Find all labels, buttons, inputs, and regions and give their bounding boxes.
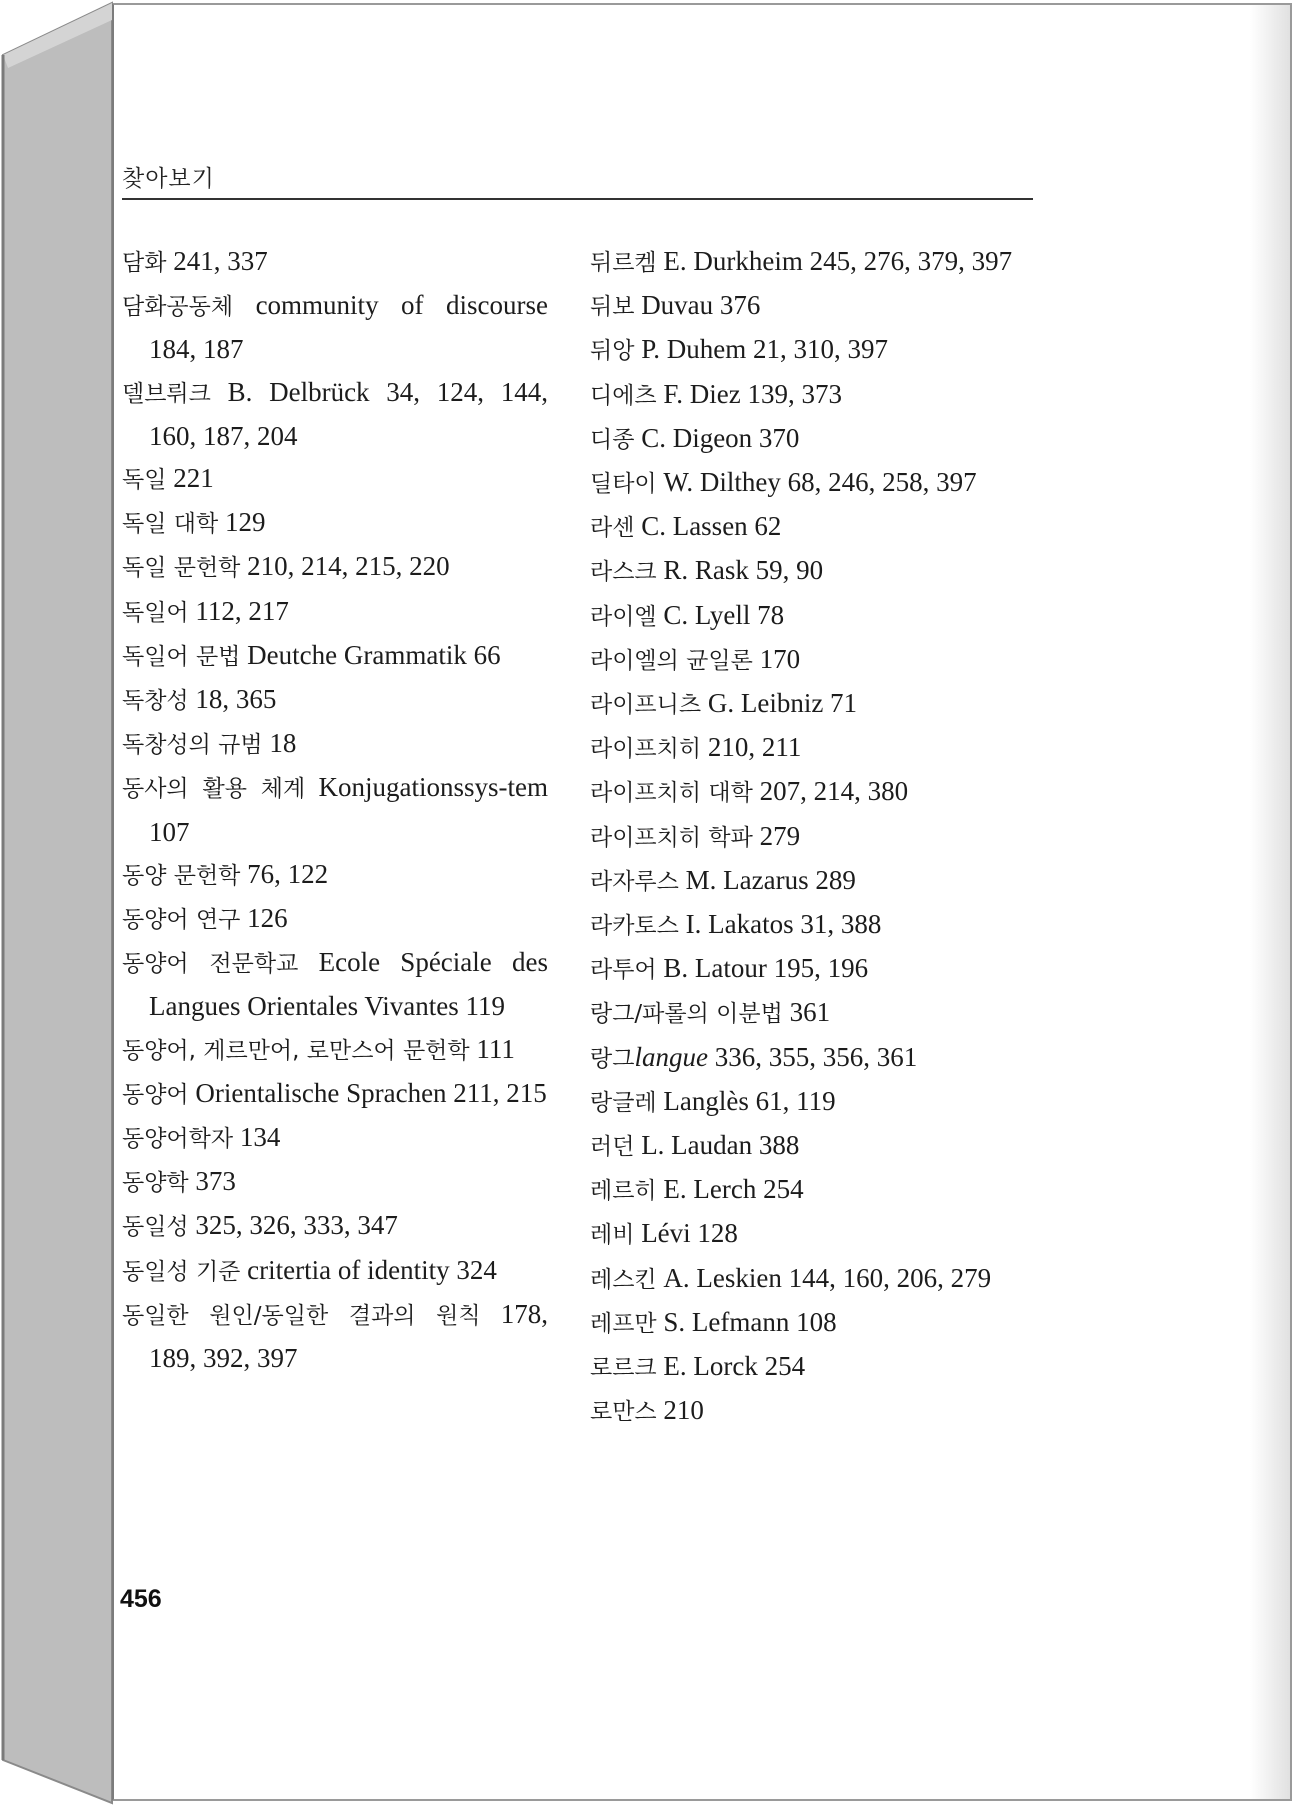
index-term-korean: 디에츠	[590, 382, 657, 409]
index-entry	[590, 328, 1037, 372]
index-term-korean: 동양어 전문학교	[122, 951, 299, 978]
index-term-korean: 독일어 문법	[122, 643, 241, 670]
index-entry	[122, 590, 548, 634]
index-term-korean: 라이프치히 학파	[590, 824, 753, 851]
index-term-korean: 라스크	[590, 559, 657, 586]
index-entry	[590, 1124, 1037, 1168]
index-entry	[122, 634, 548, 678]
index-term-korean: 동양어학자	[122, 1126, 234, 1153]
index-term-detail: Duvau 376	[634, 290, 761, 321]
index-entry	[590, 770, 1037, 814]
index-term-korean: 랑글레	[590, 1089, 657, 1116]
page-number: 456	[120, 1585, 162, 1613]
index-term-korean: 로르크	[590, 1355, 657, 1382]
index-entry	[122, 1249, 548, 1293]
index-term-korean: 독창성의 규범	[122, 732, 263, 759]
index-entry	[590, 1168, 1037, 1212]
header-rule	[122, 198, 1033, 200]
index-entry	[122, 457, 548, 501]
index-entry	[122, 1293, 548, 1379]
index-term-detail: 373	[188, 1166, 236, 1197]
index-entry	[122, 1116, 548, 1160]
index-entry	[122, 240, 548, 284]
index-term-korean: 독일 대학	[122, 511, 219, 538]
index-term-detail: 221	[166, 463, 214, 494]
index-term-detail: 210	[656, 1395, 704, 1426]
index-term-detail: E. Lerch 254	[656, 1174, 804, 1205]
index-entry	[590, 903, 1037, 947]
index-term-detail: 129	[218, 507, 266, 538]
index-term-detail: 134	[233, 1122, 281, 1153]
index-term-detail: L. Laudan 388	[634, 1130, 800, 1161]
index-term-korean: 뒤보	[590, 294, 635, 321]
index-entry	[122, 1204, 548, 1248]
index-entry	[590, 1257, 1037, 1301]
index-term-korean: 동사의 활용 체계	[122, 776, 306, 803]
index-term-detail: 178, 189, 392, 397	[149, 1298, 548, 1374]
index-term-korean: 동양어 연구	[122, 907, 241, 934]
index-term-detail: M. Lazarus 289	[678, 864, 856, 895]
index-entry	[590, 1389, 1037, 1433]
index-entry	[122, 1072, 548, 1116]
index-entry	[122, 284, 548, 370]
index-term-detail: C. Lassen 62	[634, 511, 782, 542]
index-entry	[590, 991, 1037, 1035]
index-term-detail: R. Rask 59, 90	[656, 555, 824, 586]
index-entry	[122, 1160, 548, 1204]
index-entry	[590, 284, 1037, 328]
index-term-korean: 디종	[590, 426, 635, 453]
index-term-korean: 딜타이	[590, 471, 657, 498]
index-term-korean: 델브뤼크	[122, 380, 211, 407]
index-term-korean: 레르히	[590, 1178, 657, 1205]
index-entry	[122, 853, 548, 897]
index-term-korean: 동일성	[122, 1214, 189, 1241]
index-term-detail: P. Duhem 21, 310, 397	[634, 334, 888, 365]
index-entry	[590, 549, 1037, 593]
index-term-detail: critertia of identity 324	[240, 1254, 497, 1285]
index-term-detail: Konjugationssys-tem 107	[149, 772, 548, 847]
index-term-korean: 독일어	[122, 599, 189, 626]
index-term-detail: Ecole Spéciale des Langues Orientales Vivantes 119	[149, 947, 548, 1022]
index-entry	[590, 726, 1037, 770]
index-term-detail: C. Lyell 78	[656, 599, 785, 630]
index-term-detail: W. Dilthey 68, 246, 258, 397	[656, 467, 977, 498]
index-term-detail: 336, 355, 356, 361	[707, 1041, 918, 1072]
index-entry	[590, 417, 1037, 461]
index-term-korean: 라자루스	[590, 868, 679, 895]
index-term-korean: 레스킨	[590, 1266, 657, 1293]
index-term-detail: 207, 214, 380	[752, 776, 909, 807]
index-term-detail: 18, 365	[188, 684, 277, 715]
index-term-korean: 담화공동체	[122, 294, 234, 321]
index-term-detail: S. Lefmann 108	[656, 1306, 837, 1337]
index-term-detail: 210, 214, 215, 220	[240, 551, 450, 582]
index-term-detail: E. Durkheim 245, 276, 379, 397	[656, 246, 1013, 276]
index-term-detail: community of discourse 184, 187	[149, 290, 548, 365]
index-term-korean: 러던	[590, 1134, 635, 1161]
index-entry	[590, 682, 1037, 726]
index-term-detail: 112, 217	[188, 595, 289, 626]
index-term-korean: 동양어, 게르만어, 로만스어 문헌학	[122, 1037, 470, 1064]
index-term-detail: 170	[752, 643, 801, 674]
index-term-korean: 라이엘의 균일론	[590, 647, 753, 674]
index-term-korean: 라카토스	[590, 913, 679, 940]
index-term-detail: C. Digeon 370	[634, 422, 800, 453]
running-head: 찾아보기	[122, 166, 215, 192]
index-entry	[590, 947, 1037, 991]
index-term-korean: 뒤르켐	[590, 250, 657, 276]
index-term-korean: 레프만	[590, 1310, 657, 1337]
index-entry	[590, 1036, 1037, 1080]
index-term-detail: Langlès 61, 119	[656, 1085, 836, 1116]
index-term-korean: 동양 문헌학	[122, 862, 241, 889]
index-term-detail: A. Leskien 144, 160, 206, 279	[656, 1262, 992, 1293]
index-entry	[122, 941, 548, 1027]
index-column-right	[590, 240, 1037, 1433]
index-entry	[122, 501, 548, 545]
index-term-detail: F. Diez 139, 373	[656, 378, 842, 409]
index-entry	[590, 505, 1037, 549]
index-column-left	[122, 240, 548, 1379]
index-term-korean: 랑그/파롤의 이분법	[590, 1001, 783, 1028]
index-entry	[122, 722, 548, 766]
index-entry	[122, 545, 548, 589]
index-term-detail: G. Leibniz 71	[701, 688, 858, 719]
index-entry	[122, 371, 548, 457]
index-term-detail: 210, 211	[701, 732, 802, 763]
index-term-korean: 동일한 원인/동일한 결과의 원칙	[122, 1302, 481, 1329]
index-term-detail: 325, 326, 333, 347	[188, 1210, 398, 1241]
index-term-korean: 라투어	[590, 957, 657, 984]
index-term-detail: B. Latour 195, 196	[656, 953, 869, 984]
index-entry	[590, 1080, 1037, 1124]
index-entry	[590, 1212, 1037, 1256]
index-term-korean: 독일	[122, 467, 167, 494]
index-term-detail: 279	[752, 820, 801, 851]
index-entry	[122, 678, 548, 722]
index-term-detail: E. Lorck 254	[656, 1351, 806, 1382]
index-entry	[590, 240, 1037, 284]
index-entry	[590, 373, 1037, 417]
index-term-italic: langue	[634, 1041, 708, 1072]
index-entry	[122, 897, 548, 941]
index-term-korean: 랑그	[590, 1045, 635, 1072]
index-term-korean: 라센	[590, 515, 635, 542]
index-entry	[122, 766, 548, 852]
index-term-detail: B. Delbrück 34, 124, 144, 160, 187, 204	[149, 376, 548, 451]
index-term-detail: 126	[240, 903, 288, 934]
index-term-detail: Lévi 128	[634, 1218, 738, 1249]
index-term-korean: 라이프니츠	[590, 692, 702, 719]
index-term-korean: 레비	[590, 1222, 635, 1249]
index-term-detail: Orientalische Sprachen 211, 215	[188, 1077, 547, 1108]
index-entry	[590, 815, 1037, 859]
index-term-korean: 라이프치히	[590, 736, 702, 763]
page-right-shadow	[1250, 5, 1290, 1799]
index-entry	[590, 638, 1037, 682]
index-term-detail: 361	[782, 997, 831, 1028]
index-entry	[590, 594, 1037, 638]
index-term-detail: I. Lakatos 31, 388	[678, 909, 882, 940]
index-term-korean: 라이엘	[590, 603, 657, 630]
index-term-korean: 담화	[122, 250, 167, 276]
index-entry	[590, 1301, 1037, 1345]
index-term-korean: 라이프치히 대학	[590, 780, 753, 807]
index-term-korean: 독창성	[122, 688, 189, 715]
index-term-korean: 동양학	[122, 1170, 189, 1197]
index-term-detail: 18	[262, 728, 297, 759]
index-term-detail: Deutche Grammatik 66	[240, 639, 501, 670]
index-entry	[122, 1028, 548, 1072]
index-term-korean: 로만스	[590, 1399, 657, 1426]
index-term-korean: 동일성 기준	[122, 1258, 241, 1285]
index-term-korean: 독일 문헌학	[122, 555, 241, 582]
index-entry	[590, 859, 1037, 903]
index-entry	[590, 1345, 1037, 1389]
index-entry	[590, 461, 1037, 505]
index-term-detail: 241, 337	[166, 246, 268, 276]
index-term-detail: 76, 122	[240, 858, 329, 889]
index-term-detail: 111	[469, 1033, 515, 1064]
index-term-korean: 뒤앙	[590, 338, 635, 365]
index-term-korean: 동양어	[122, 1081, 189, 1108]
